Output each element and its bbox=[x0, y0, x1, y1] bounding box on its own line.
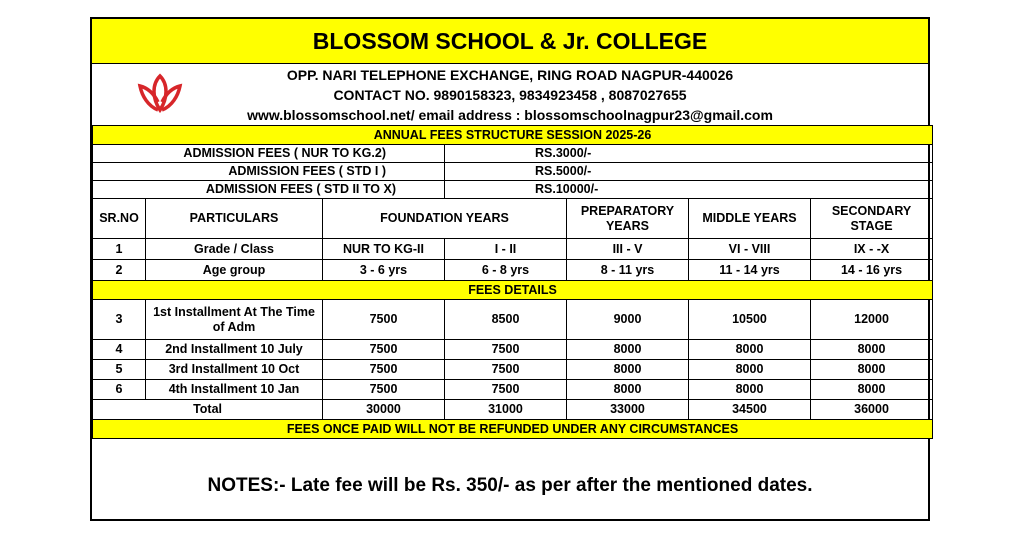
value-cell: 7500 bbox=[445, 380, 567, 400]
refund-note: FEES ONCE PAID WILL NOT BE REFUNDED UNDER ANY CIRCUMSTANCES bbox=[93, 420, 933, 439]
sr-cell: 2 bbox=[93, 260, 146, 281]
particulars-header: PARTICULARS bbox=[146, 199, 323, 239]
admission-fee-amount: RS.5000/- bbox=[445, 163, 933, 181]
sr-cell: 1 bbox=[93, 239, 146, 260]
fees-details-row bbox=[93, 281, 933, 300]
value-cell: 7500 bbox=[323, 360, 445, 380]
middle-header: MIDDLE YEARS bbox=[689, 199, 811, 239]
grade-row bbox=[93, 239, 933, 260]
value-cell: NUR TO KG-II bbox=[323, 239, 445, 260]
value-cell: 7500 bbox=[323, 380, 445, 400]
particular-cell: Grade / Class bbox=[146, 239, 323, 260]
sr-cell: 6 bbox=[93, 380, 146, 400]
fees-table bbox=[92, 125, 933, 439]
admission-fee-row bbox=[93, 181, 933, 199]
table-header-row bbox=[93, 199, 933, 239]
contact-numbers: CONTACT NO. 9890158323, 9834923458 , 8087027655 bbox=[333, 87, 687, 103]
value-cell: I - II bbox=[445, 239, 567, 260]
particular-cell: 1st Installment At The Time of Adm bbox=[146, 300, 323, 340]
preparatory-header: PREPARATORY YEARS bbox=[567, 199, 689, 239]
refund-note-row bbox=[93, 420, 933, 439]
value-cell: 8000 bbox=[811, 380, 933, 400]
value-cell: 8000 bbox=[689, 380, 811, 400]
value-cell: 10500 bbox=[689, 300, 811, 340]
total-cell: 33000 bbox=[567, 400, 689, 420]
installment-row bbox=[93, 300, 933, 340]
session-title-row bbox=[93, 126, 933, 145]
value-cell: 8000 bbox=[567, 360, 689, 380]
value-cell: 12000 bbox=[811, 300, 933, 340]
admission-fee-amount: RS.10000/- bbox=[445, 181, 933, 199]
value-cell: 3 - 6 yrs bbox=[323, 260, 445, 281]
fee-structure-sheet bbox=[90, 17, 930, 521]
srno-header: SR.NO bbox=[93, 199, 146, 239]
value-cell: 7500 bbox=[445, 340, 567, 360]
total-label: Total bbox=[93, 400, 323, 420]
admission-fee-amount: RS.3000/- bbox=[445, 145, 933, 163]
value-cell: 8000 bbox=[811, 360, 933, 380]
value-cell: IX - -X bbox=[811, 239, 933, 260]
value-cell: 8000 bbox=[689, 340, 811, 360]
total-cell: 34500 bbox=[689, 400, 811, 420]
sr-cell: 3 bbox=[93, 300, 146, 340]
foundation-header: FOUNDATION YEARS bbox=[323, 199, 567, 239]
value-cell: 7500 bbox=[445, 360, 567, 380]
value-cell: III - V bbox=[567, 239, 689, 260]
particular-cell: Age group bbox=[146, 260, 323, 281]
particular-cell: 4th Installment 10 Jan bbox=[146, 380, 323, 400]
fees-details-title: FEES DETAILS bbox=[93, 281, 933, 300]
website-email: www.blossomschool.net/ email address : blossomschoolnagpur23@gmail.com bbox=[247, 107, 773, 123]
value-cell: 8000 bbox=[811, 340, 933, 360]
value-cell: 8500 bbox=[445, 300, 567, 340]
school-name: BLOSSOM SCHOOL & Jr. COLLEGE bbox=[92, 19, 928, 64]
school-header bbox=[92, 64, 928, 125]
secondary-header: SECONDARY STAGE bbox=[811, 199, 933, 239]
total-cell: 30000 bbox=[323, 400, 445, 420]
value-cell: 7500 bbox=[323, 300, 445, 340]
installment-row bbox=[93, 380, 933, 400]
total-row bbox=[93, 400, 933, 420]
particular-cell: 3rd Installment 10 Oct bbox=[146, 360, 323, 380]
value-cell: 7500 bbox=[323, 340, 445, 360]
admission-fee-label: ADMISSION FEES ( STD II TO X) bbox=[93, 181, 445, 199]
installment-row bbox=[93, 340, 933, 360]
sr-cell: 4 bbox=[93, 340, 146, 360]
late-fee-note: NOTES:- Late fee will be Rs. 350/- as per after the mentioned dates. bbox=[207, 475, 813, 496]
value-cell: 8000 bbox=[567, 340, 689, 360]
sr-cell: 5 bbox=[93, 360, 146, 380]
value-cell: 8 - 11 yrs bbox=[567, 260, 689, 281]
school-address: OPP. NARI TELEPHONE EXCHANGE, RING ROAD NAGPUR-440026 bbox=[286, 67, 734, 83]
total-cell: 36000 bbox=[811, 400, 933, 420]
value-cell: 8000 bbox=[689, 360, 811, 380]
admission-fee-row bbox=[93, 163, 933, 181]
session-title: ANNUAL FEES STRUCTURE SESSION 2025-26 bbox=[93, 126, 933, 145]
admission-fee-label: ADMISSION FEES ( STD I ) bbox=[93, 163, 445, 181]
installment-row bbox=[93, 360, 933, 380]
value-cell: VI - VIII bbox=[689, 239, 811, 260]
particular-cell: 2nd Installment 10 July bbox=[146, 340, 323, 360]
total-cell: 31000 bbox=[445, 400, 567, 420]
age-row bbox=[93, 260, 933, 281]
value-cell: 6 - 8 yrs bbox=[445, 260, 567, 281]
value-cell: 11 - 14 yrs bbox=[689, 260, 811, 281]
admission-fee-row bbox=[93, 145, 933, 163]
value-cell: 14 - 16 yrs bbox=[811, 260, 933, 281]
value-cell: 8000 bbox=[567, 380, 689, 400]
admission-fee-label: ADMISSION FEES ( NUR TO KG.2) bbox=[93, 145, 445, 163]
value-cell: 9000 bbox=[567, 300, 689, 340]
